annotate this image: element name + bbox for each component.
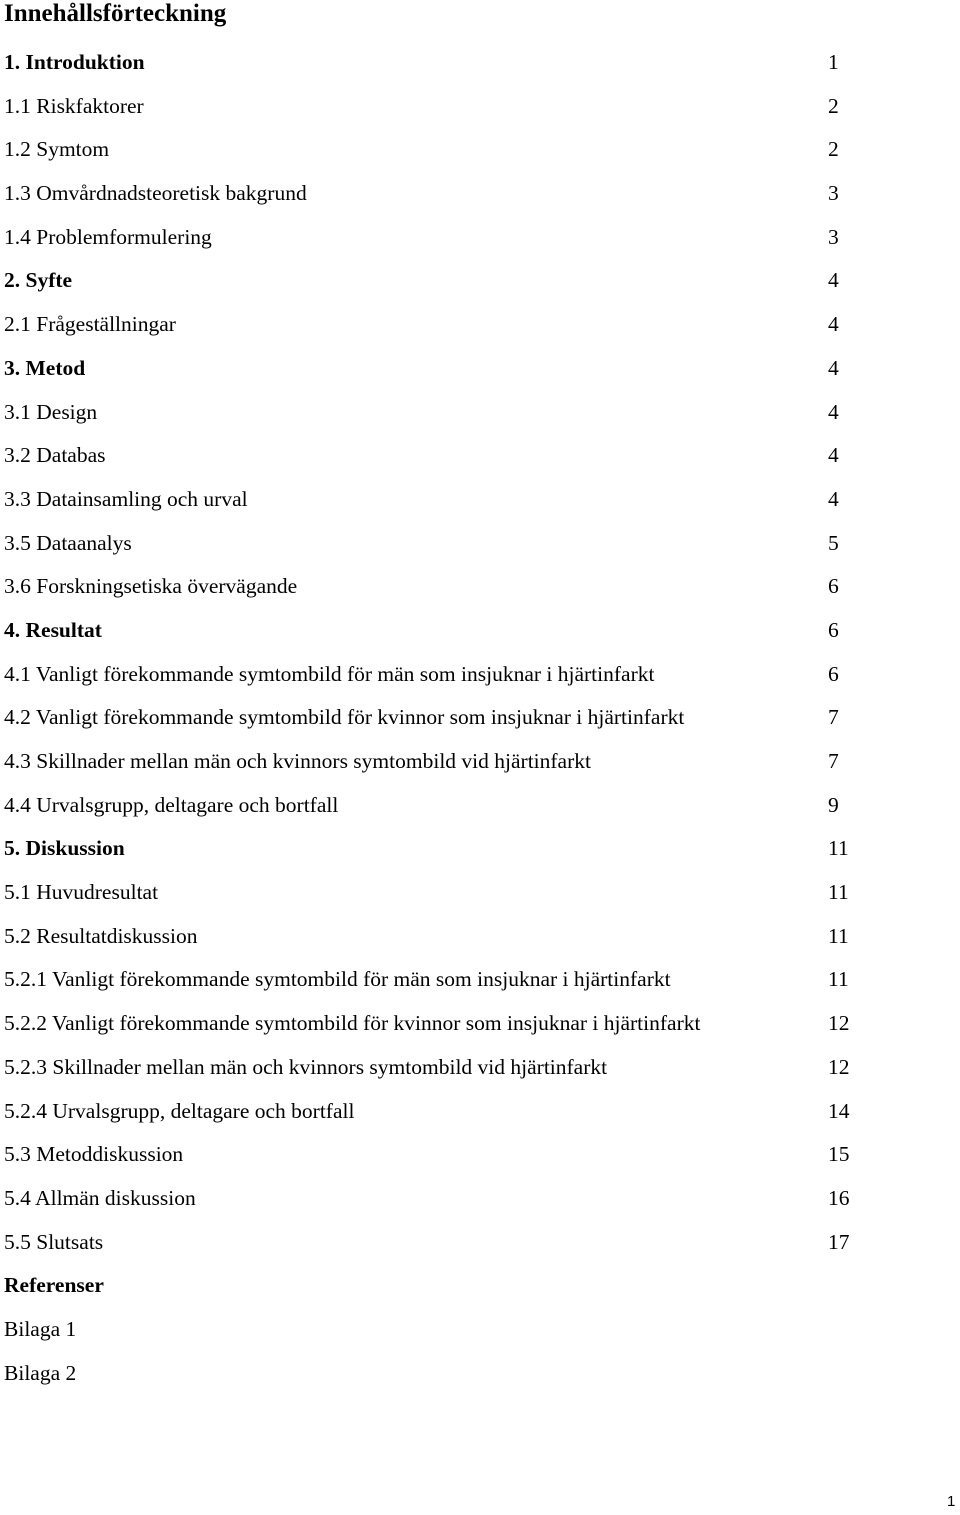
toc-entry <box>0 957 960 1001</box>
toc-entry-page: 1 <box>828 50 839 74</box>
footer-page-number: 1 <box>947 1493 956 1510</box>
toc-entry <box>0 1220 960 1264</box>
toc-entry <box>0 84 960 128</box>
toc-entry-title: 5.4 Allmän diskussion <box>4 1185 196 1210</box>
toc-entry-page: 4 <box>828 486 839 511</box>
toc-entry-title: 5.2.3 Skillnader mellan män och kvinnors symtombild vid hjärtinfarkt <box>4 1054 608 1079</box>
toc-entry <box>0 477 960 521</box>
toc-entry <box>0 1089 960 1133</box>
toc-entry-page: 9 <box>828 792 839 817</box>
toc-entry <box>0 826 960 870</box>
toc-entry-page: 17 <box>828 1229 850 1254</box>
toc-entry-title: 5.2 Resultatdiskussion <box>4 923 198 948</box>
toc-entry-page: 12 <box>828 1054 850 1079</box>
toc-entry-page: 4 <box>828 268 839 293</box>
toc-entry-title: 1.4 Problemformulering <box>4 224 212 249</box>
toc-entry-title: 1.1 Riskfaktorer <box>4 93 144 118</box>
toc-entry-title: 4.4 Urvalsgrupp, deltagare och bortfall <box>4 792 339 817</box>
toc-entry-title: 4.1 Vanligt förekommande symtombild för män som insjuknar i hjärtinfarkt <box>4 661 655 686</box>
toc-entry-title: 4.2 Vanligt förekommande symtombild för kvinnor som insjuknar i hjärtinfarkt <box>4 705 685 730</box>
toc-entry <box>0 171 960 215</box>
toc-entry-title: 3.3 Datainsamling och urval <box>4 486 248 511</box>
toc-entry-title: 2. Syfte <box>4 268 73 293</box>
toc-entry-page: 4 <box>828 312 839 337</box>
toc-entry <box>0 1351 960 1395</box>
toc-entry-title: 4.3 Skillnader mellan män och kvinnors symtombild vid hjärtinfarkt <box>4 749 591 773</box>
toc-entry <box>0 1307 960 1351</box>
toc-entry-title: 2.1 Frågeställningar <box>4 312 176 337</box>
toc-entry-page: 12 <box>828 1011 850 1036</box>
toc-entry-page: 4 <box>828 399 839 424</box>
toc-entry-page: 5 <box>828 530 839 555</box>
toc-entry <box>0 564 960 608</box>
toc-entry <box>0 914 960 958</box>
toc-entry <box>0 1132 960 1176</box>
toc-entry-title: 1.3 Omvårdnadsteoretisk bakgrund <box>4 181 307 206</box>
toc-entry <box>0 346 960 390</box>
toc-entry-title: 5.1 Huvudresultat <box>4 880 159 905</box>
toc-entry-title: 5.3 Metoddiskussion <box>4 1142 184 1167</box>
toc-entry <box>0 652 960 696</box>
toc-entry <box>0 870 960 914</box>
toc-entry-page: 15 <box>828 1142 850 1167</box>
toc-entry <box>0 1176 960 1220</box>
toc-entry <box>0 433 960 477</box>
toc-entry-title: 5.2.1 Vanligt förekommande symtombild för män som insjuknar i hjärtinfarkt <box>4 967 671 992</box>
toc-entry-page: 6 <box>828 617 839 642</box>
toc-entry-title: 3.6 Forskningsetiska övervägande <box>4 574 298 599</box>
toc-entry-title: Bilaga 1 <box>4 1316 77 1341</box>
toc-entry <box>0 302 960 346</box>
toc-entry <box>0 1045 960 1089</box>
toc-entry-page: 7 <box>828 705 839 730</box>
toc-entry-title: 5.2.4 Urvalsgrupp, deltagare och bortfall <box>4 1098 355 1123</box>
toc-entry-title: 5. Diskussion <box>4 836 125 861</box>
toc-entry <box>0 521 960 565</box>
toc-entry-page: 2 <box>828 93 839 118</box>
toc-entry-page: 4 <box>828 443 839 468</box>
toc-entry-page: 11 <box>828 880 849 905</box>
toc-entry <box>0 1001 960 1045</box>
toc-entry-title: 3.2 Databas <box>4 443 106 468</box>
toc-entry-page: 11 <box>828 967 849 992</box>
toc-entry-title: Referenser <box>4 1273 104 1298</box>
toc-entry <box>0 258 960 302</box>
toc-entry-page: 3 <box>828 181 839 206</box>
toc-entry-page: 16 <box>828 1185 850 1210</box>
toc-entry-title: Bilaga 2 <box>4 1360 77 1385</box>
toc-entry-title: 5.5 Slutsats <box>4 1229 104 1254</box>
toc-entry <box>0 1263 960 1307</box>
toc-entry-title: 1. Introduktion <box>4 50 145 74</box>
toc-entry <box>0 127 960 171</box>
toc-entry <box>0 695 960 739</box>
toc-entry-title: 1.2 Symtom <box>4 137 110 162</box>
toc-entry-page: 11 <box>828 836 849 861</box>
toc-entry <box>0 40 960 84</box>
toc-entry-page: 4 <box>828 355 839 380</box>
toc-entry-page: 14 <box>828 1098 850 1123</box>
table-of-contents <box>0 40 960 1394</box>
toc-entry-page: 11 <box>828 923 849 948</box>
toc-entry <box>0 783 960 827</box>
toc-entry <box>0 739 960 783</box>
toc-entry-page: 3 <box>828 224 839 249</box>
toc-entry-page: 6 <box>828 574 839 599</box>
toc-entry-page: 2 <box>828 137 839 162</box>
toc-entry-title: 3.5 Dataanalys <box>4 530 132 555</box>
toc-entry-title: 5.2.2 Vanligt förekommande symtombild för kvinnor som insjuknar i hjärtinfarkt <box>4 1011 701 1036</box>
toc-entry-page: 6 <box>828 661 839 686</box>
toc-entry-title: 3.1 Design <box>4 399 98 424</box>
toc-entry <box>0 608 960 652</box>
toc-entry <box>0 390 960 434</box>
toc-entry-title: 3. Metod <box>4 355 86 380</box>
toc-entry-title: 4. Resultat <box>4 617 102 642</box>
toc-entry <box>0 215 960 259</box>
page-title: Innehållsförteckning <box>4 0 227 27</box>
toc-entry-page: 7 <box>828 749 839 773</box>
